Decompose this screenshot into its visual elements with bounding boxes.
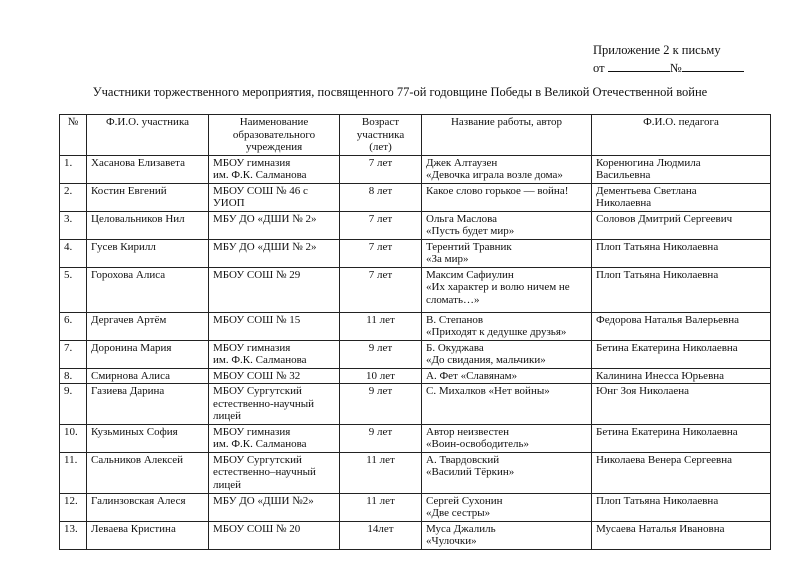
table-row <box>60 384 771 425</box>
cell-number: 10. <box>60 424 87 452</box>
cell-work-author: Б. Окуджава «До свидания, мальчики» <box>422 340 592 368</box>
cell-work-author: Автор неизвестен «Воин-освободитель» <box>422 424 592 452</box>
cell-institution: МБУ ДО «ДШИ № 2» <box>209 239 340 267</box>
cell-work-author: С. Михалков «Нет войны» <box>422 384 592 425</box>
cell-institution: МБОУ СОШ № 29 <box>209 267 340 312</box>
cell-age: 8 лет <box>340 183 422 211</box>
cell-age: 11 лет <box>340 493 422 521</box>
cell-number: 11. <box>60 452 87 493</box>
cell-institution: МБОУ гимназия им. Ф.К. Салманова <box>209 155 340 183</box>
table-row <box>60 239 771 267</box>
table-row <box>60 521 771 549</box>
table-row <box>60 155 771 183</box>
cell-institution: МБОУ СОШ № 46 с УИОП <box>209 183 340 211</box>
cell-participant-name: Целовальников Нил <box>87 211 209 239</box>
cell-teacher: Бетина Екатерина Николаевна <box>592 340 771 368</box>
cell-participant-name: Дергачев Артём <box>87 312 209 340</box>
cell-work-author: А. Твардовский «Василий Тёркин» <box>422 452 592 493</box>
cell-age: 9 лет <box>340 384 422 425</box>
table-row <box>60 312 771 340</box>
cell-age: 11 лет <box>340 312 422 340</box>
document-title: Участники торжественного мероприятия, посвященного 77-ой годовщине Победы в Великой Отечественной войне <box>92 85 708 99</box>
cell-work-author: Сергей Сухонин «Две сестры» <box>422 493 592 521</box>
cell-number: 4. <box>60 239 87 267</box>
table-row <box>60 211 771 239</box>
cell-age: 11 лет <box>340 452 422 493</box>
cell-number: 7. <box>60 340 87 368</box>
cell-teacher: Коренюгина Людмила Васильевна <box>592 155 771 183</box>
cell-participant-name: Хасанова Елизавета <box>87 155 209 183</box>
number-sign: № <box>669 61 682 75</box>
cell-teacher: Плоп Татьяна Николаевна <box>592 267 771 312</box>
cell-number: 6. <box>60 312 87 340</box>
header-col-institution: Наименование образовательного учреждения <box>209 115 340 156</box>
cell-number: 8. <box>60 368 87 384</box>
appendix-note <box>593 41 744 77</box>
cell-participant-name: Доронина Мария <box>87 340 209 368</box>
cell-number: 1. <box>60 155 87 183</box>
cell-institution: МБОУ гимназия им. Ф.К. Салманова <box>209 340 340 368</box>
cell-institution: МБОУ СОШ № 15 <box>209 312 340 340</box>
cell-work-author: Терентий Травник «За мир» <box>422 239 592 267</box>
cell-age: 10 лет <box>340 368 422 384</box>
cell-participant-name: Галинзовская Алеся <box>87 493 209 521</box>
cell-number: 9. <box>60 384 87 425</box>
cell-age: 7 лет <box>340 155 422 183</box>
cell-age: 7 лет <box>340 267 422 312</box>
table-row <box>60 267 771 312</box>
cell-work-author: Муса Джалиль «Чулочки» <box>422 521 592 549</box>
cell-number: 3. <box>60 211 87 239</box>
cell-age: 7 лет <box>340 239 422 267</box>
cell-participant-name: Газиева Дарина <box>87 384 209 425</box>
cell-teacher: Федорова Наталья Валерьевна <box>592 312 771 340</box>
header-col-age: Возраст участника (лет) <box>340 115 422 156</box>
cell-participant-name: Леваева Кристина <box>87 521 209 549</box>
cell-age: 14лет <box>340 521 422 549</box>
cell-institution: МБУ ДО «ДШИ № 2» <box>209 211 340 239</box>
cell-institution: МБУ ДО «ДШИ №2» <box>209 493 340 521</box>
cell-number: 5. <box>60 267 87 312</box>
cell-work-author: Джек Алтаузен «Девочка играла возле дома» <box>422 155 592 183</box>
cell-number: 2. <box>60 183 87 211</box>
participants-table <box>59 114 771 550</box>
cell-teacher: Калинина Инесса Юрьевна <box>592 368 771 384</box>
cell-participant-name: Смирнова Алиса <box>87 368 209 384</box>
header-col-teacher: Ф.И.О. педагога <box>592 115 771 156</box>
cell-work-author: А. Фет «Славянам» <box>422 368 592 384</box>
cell-teacher: Плоп Татьяна Николаевна <box>592 493 771 521</box>
table-row <box>60 424 771 452</box>
cell-institution: МБОУ Сургутский естественно–научный лицей <box>209 452 340 493</box>
cell-participant-name: Гусев Кирилл <box>87 239 209 267</box>
from-label: от <box>593 61 605 75</box>
cell-teacher: Бетина Екатерина Николаевна <box>592 424 771 452</box>
cell-teacher: Соловов Дмитрий Сергеевич <box>592 211 771 239</box>
cell-institution: МБОУ гимназия им. Ф.К. Салманова <box>209 424 340 452</box>
table-row <box>60 452 771 493</box>
cell-age: 9 лет <box>340 424 422 452</box>
cell-participant-name: Сальников Алексей <box>87 452 209 493</box>
cell-teacher: Юнг Зоя Николаена <box>592 384 771 425</box>
table-row <box>60 183 771 211</box>
cell-teacher: Мусаева Наталья Ивановна <box>592 521 771 549</box>
cell-work-author: Какое слово горькое — война! <box>422 183 592 211</box>
appendix-date-number <box>593 59 744 77</box>
number-blank <box>682 59 744 72</box>
header-col-participant-name: Ф.И.О. участника <box>87 115 209 156</box>
table-row <box>60 340 771 368</box>
cell-number: 13. <box>60 521 87 549</box>
cell-institution: МБОУ СОШ № 20 <box>209 521 340 549</box>
cell-participant-name: Горохова Алиса <box>87 267 209 312</box>
header-col-work-author: Название работы, автор <box>422 115 592 156</box>
cell-work-author: Ольга Маслова «Пусть будет мир» <box>422 211 592 239</box>
cell-teacher: Дементьева Светлана Николаевна <box>592 183 771 211</box>
cell-participant-name: Кузьминых София <box>87 424 209 452</box>
cell-teacher: Николаева Венера Сергеевна <box>592 452 771 493</box>
table-header-row <box>60 115 771 156</box>
cell-teacher: Плоп Татьяна Николаевна <box>592 239 771 267</box>
cell-work-author: Максим Сафиулин «Их характер и волю ничем не сломать…» <box>422 267 592 312</box>
header-col-number: № <box>60 115 87 156</box>
appendix-line: Приложение 2 к письму <box>593 43 721 57</box>
cell-age: 9 лет <box>340 340 422 368</box>
table-row <box>60 368 771 384</box>
cell-institution: МБОУ СОШ № 32 <box>209 368 340 384</box>
cell-number: 12. <box>60 493 87 521</box>
cell-institution: МБОУ Сургутский естественно-научный лицей <box>209 384 340 425</box>
cell-work-author: В. Степанов «Приходят к дедушке друзья» <box>422 312 592 340</box>
table-row <box>60 493 771 521</box>
cell-age: 7 лет <box>340 211 422 239</box>
date-blank <box>608 59 670 72</box>
cell-participant-name: Костин Евгений <box>87 183 209 211</box>
